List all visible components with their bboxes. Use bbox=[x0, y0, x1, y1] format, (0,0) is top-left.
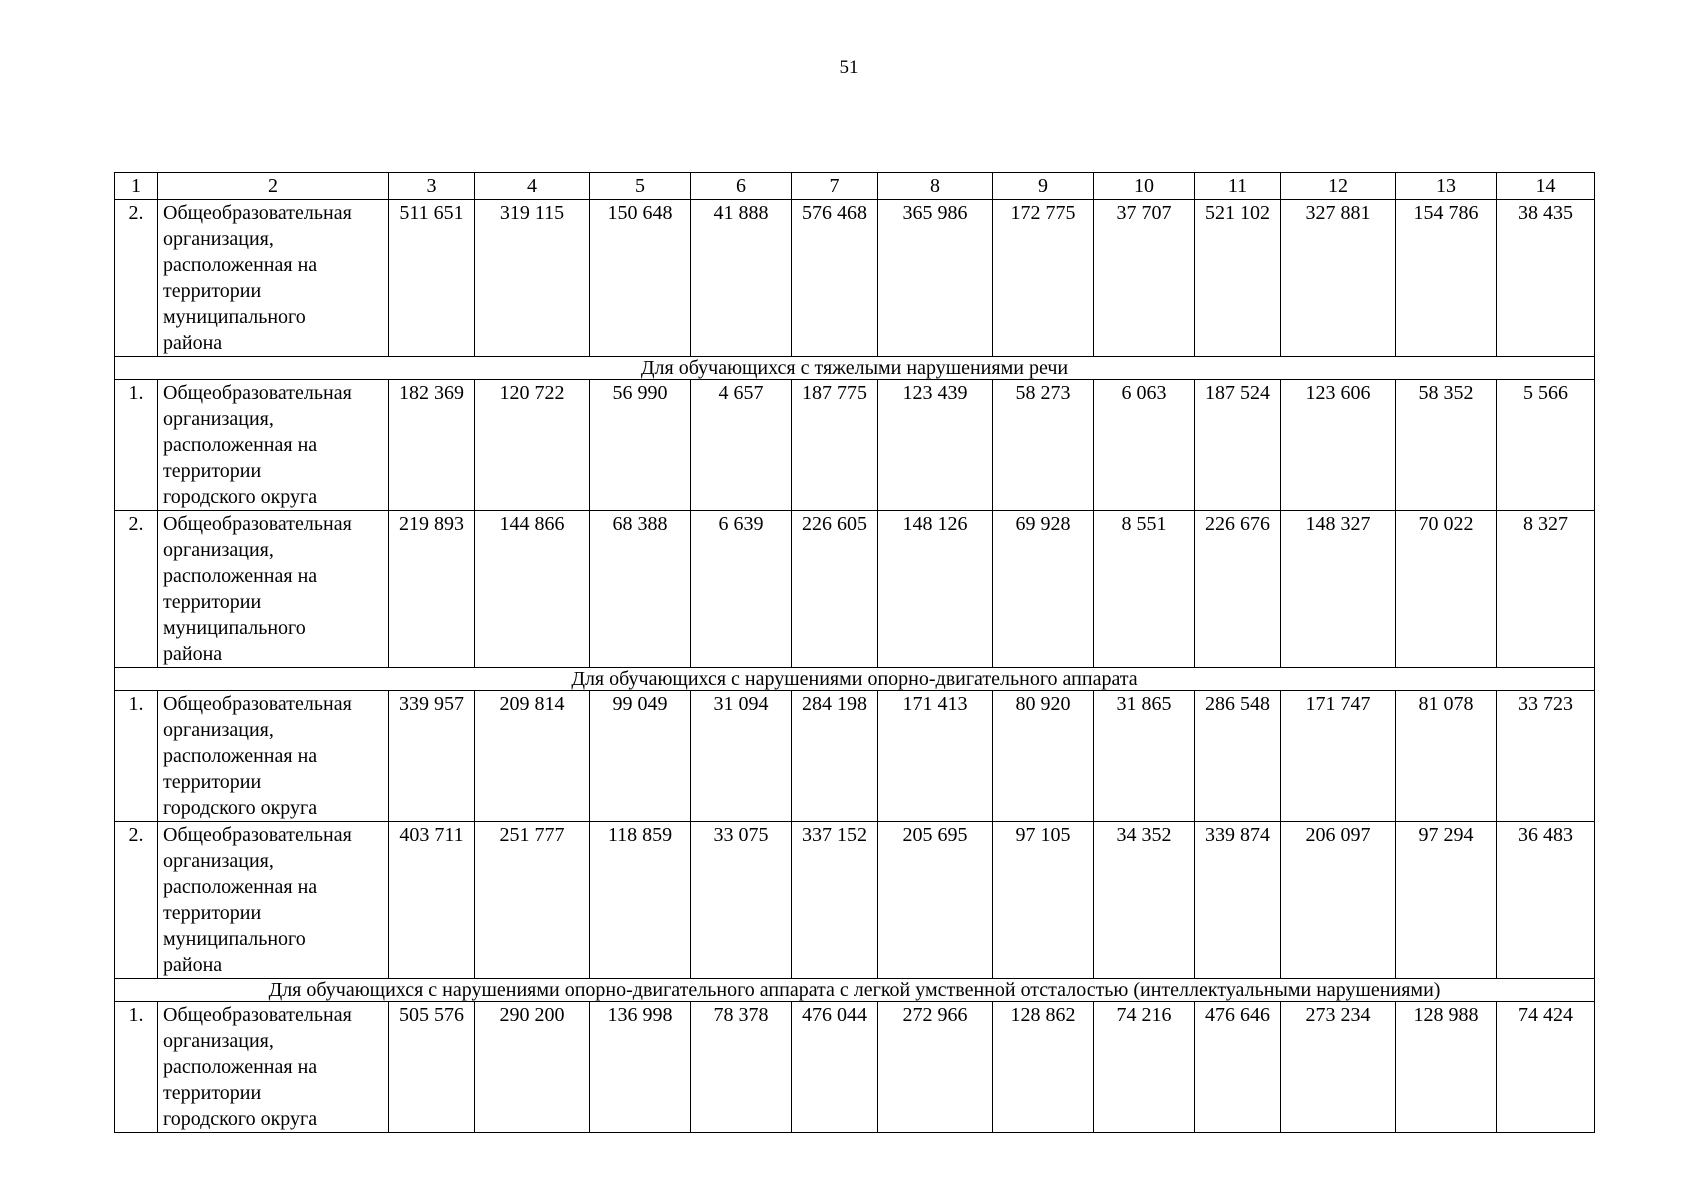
value-col-12: 171 747 bbox=[1281, 691, 1396, 822]
organization-name-line: района bbox=[163, 643, 223, 665]
value-col-12: 148 327 bbox=[1281, 511, 1396, 668]
value-col-3: 339 957 bbox=[389, 691, 475, 822]
table-row bbox=[115, 200, 1595, 357]
value-col-9: 80 920 bbox=[993, 691, 1094, 822]
value-col-9: 128 862 bbox=[993, 1002, 1094, 1133]
value-col-10: 74 216 bbox=[1094, 1002, 1195, 1133]
value-col-13: 58 352 bbox=[1396, 380, 1497, 511]
value-col-10: 6 063 bbox=[1094, 380, 1195, 511]
value-col-9: 97 105 bbox=[993, 822, 1094, 979]
value-col-12: 327 881 bbox=[1281, 200, 1396, 357]
organization-name-line: района bbox=[163, 332, 223, 354]
value-col-10: 34 352 bbox=[1094, 822, 1195, 979]
organization-name-line: Общеобразовательная bbox=[163, 513, 352, 535]
organization-name-line: городского округа bbox=[163, 1108, 318, 1130]
column-number-3: 3 bbox=[389, 173, 475, 200]
value-col-4: 144 866 bbox=[475, 511, 590, 668]
row-number: 1. bbox=[115, 380, 158, 511]
value-col-3: 403 711 bbox=[389, 822, 475, 979]
value-col-5: 99 049 bbox=[590, 691, 691, 822]
section-row bbox=[115, 979, 1595, 1002]
organization-name-line: территории bbox=[163, 771, 262, 793]
section-row bbox=[115, 668, 1595, 691]
organization-name-line: расположенная на bbox=[163, 434, 318, 456]
funding-table bbox=[114, 172, 1595, 1133]
value-col-14: 8 327 bbox=[1497, 511, 1595, 668]
organization-name-line: организация, bbox=[163, 850, 274, 872]
value-col-3: 511 651 bbox=[389, 200, 475, 357]
value-col-7: 337 152 bbox=[792, 822, 878, 979]
value-col-11: 521 102 bbox=[1195, 200, 1281, 357]
column-number-1: 1 bbox=[115, 173, 158, 200]
value-col-5: 150 648 bbox=[590, 200, 691, 357]
value-col-7: 284 198 bbox=[792, 691, 878, 822]
organization-name-line: организация, bbox=[163, 228, 274, 250]
organization-name-line: территории bbox=[163, 280, 262, 302]
value-col-4: 319 115 bbox=[475, 200, 590, 357]
value-col-14: 36 483 bbox=[1497, 822, 1595, 979]
organization-name-line: территории bbox=[163, 1082, 262, 1104]
column-number-11: 11 bbox=[1195, 173, 1281, 200]
organization-name-line: организация, bbox=[163, 408, 274, 430]
value-col-5: 136 998 bbox=[590, 1002, 691, 1133]
value-col-10: 8 551 bbox=[1094, 511, 1195, 668]
organization-name-line: территории bbox=[163, 591, 262, 613]
value-col-3: 505 576 bbox=[389, 1002, 475, 1133]
value-col-14: 74 424 bbox=[1497, 1002, 1595, 1133]
value-col-7: 226 605 bbox=[792, 511, 878, 668]
row-number: 1. bbox=[115, 1002, 158, 1133]
value-col-9: 58 273 bbox=[993, 380, 1094, 511]
value-col-6: 41 888 bbox=[691, 200, 792, 357]
value-col-10: 37 707 bbox=[1094, 200, 1195, 357]
row-number: 2. bbox=[115, 511, 158, 668]
organization-name-line: муниципального bbox=[163, 306, 306, 328]
value-col-3: 219 893 bbox=[389, 511, 475, 668]
organization-name bbox=[158, 691, 389, 822]
organization-name-line: территории bbox=[163, 460, 262, 482]
value-col-13: 97 294 bbox=[1396, 822, 1497, 979]
organization-name bbox=[158, 380, 389, 511]
organization-name-line: городского округа bbox=[163, 486, 318, 508]
value-col-14: 5 566 bbox=[1497, 380, 1595, 511]
value-col-8: 148 126 bbox=[878, 511, 993, 668]
organization-name-line: района bbox=[163, 954, 223, 976]
value-col-8: 365 986 bbox=[878, 200, 993, 357]
table-row bbox=[115, 691, 1595, 822]
column-number-9: 9 bbox=[993, 173, 1094, 200]
value-col-11: 476 646 bbox=[1195, 1002, 1281, 1133]
value-col-9: 69 928 bbox=[993, 511, 1094, 668]
value-col-11: 187 524 bbox=[1195, 380, 1281, 511]
value-col-4: 209 814 bbox=[475, 691, 590, 822]
table-row bbox=[115, 822, 1595, 979]
value-col-12: 206 097 bbox=[1281, 822, 1396, 979]
organization-name-line: Общеобразовательная bbox=[163, 693, 352, 715]
organization-name bbox=[158, 1002, 389, 1133]
value-col-4: 290 200 bbox=[475, 1002, 590, 1133]
value-col-5: 56 990 bbox=[590, 380, 691, 511]
value-col-11: 286 548 bbox=[1195, 691, 1281, 822]
table-row bbox=[115, 511, 1595, 668]
organization-name-line: Общеобразовательная bbox=[163, 1004, 352, 1026]
organization-name-line: расположенная на bbox=[163, 745, 318, 767]
row-number: 2. bbox=[115, 822, 158, 979]
value-col-14: 38 435 bbox=[1497, 200, 1595, 357]
organization-name-line: муниципального bbox=[163, 617, 306, 639]
value-col-4: 251 777 bbox=[475, 822, 590, 979]
organization-name bbox=[158, 822, 389, 979]
organization-name-line: Общеобразовательная bbox=[163, 382, 352, 404]
value-col-8: 205 695 bbox=[878, 822, 993, 979]
organization-name-line: организация, bbox=[163, 1030, 274, 1052]
organization-name-line: муниципального bbox=[163, 928, 306, 950]
row-number: 2. bbox=[115, 200, 158, 357]
value-col-12: 123 606 bbox=[1281, 380, 1396, 511]
value-col-7: 476 044 bbox=[792, 1002, 878, 1133]
organization-name-line: территории bbox=[163, 902, 262, 924]
value-col-8: 171 413 bbox=[878, 691, 993, 822]
value-col-6: 31 094 bbox=[691, 691, 792, 822]
organization-name bbox=[158, 200, 389, 357]
organization-name-line: расположенная на bbox=[163, 1056, 318, 1078]
value-col-13: 70 022 bbox=[1396, 511, 1497, 668]
value-col-7: 187 775 bbox=[792, 380, 878, 511]
column-number-4: 4 bbox=[475, 173, 590, 200]
organization-name-line: городского округа bbox=[163, 797, 318, 819]
column-number-12: 12 bbox=[1281, 173, 1396, 200]
organization-name bbox=[158, 511, 389, 668]
value-col-11: 226 676 bbox=[1195, 511, 1281, 668]
value-col-5: 68 388 bbox=[590, 511, 691, 668]
organization-name-line: организация, bbox=[163, 719, 274, 741]
value-col-7: 576 468 bbox=[792, 200, 878, 357]
section-title: Для обучающихся с нарушениями опорно-двигательного аппарата с легкой умственной отсталостью (интеллектуальными нарушениями) bbox=[115, 979, 1595, 1002]
column-number-10: 10 bbox=[1094, 173, 1195, 200]
organization-name-line: Общеобразовательная bbox=[163, 824, 352, 846]
column-number-14: 14 bbox=[1497, 173, 1595, 200]
value-col-12: 273 234 bbox=[1281, 1002, 1396, 1133]
value-col-10: 31 865 bbox=[1094, 691, 1195, 822]
value-col-6: 78 378 bbox=[691, 1002, 792, 1133]
value-col-9: 172 775 bbox=[993, 200, 1094, 357]
value-col-11: 339 874 bbox=[1195, 822, 1281, 979]
column-number-8: 8 bbox=[878, 173, 993, 200]
section-title: Для обучающихся с нарушениями опорно-двигательного аппарата bbox=[115, 668, 1595, 691]
organization-name-line: расположенная на bbox=[163, 565, 318, 587]
organization-name-line: расположенная на bbox=[163, 254, 318, 276]
column-number-7: 7 bbox=[792, 173, 878, 200]
value-col-6: 4 657 bbox=[691, 380, 792, 511]
column-number-2: 2 bbox=[158, 173, 389, 200]
section-title: Для обучающихся с тяжелыми нарушениями речи bbox=[115, 357, 1595, 380]
header-row bbox=[115, 173, 1595, 200]
column-number-13: 13 bbox=[1396, 173, 1497, 200]
organization-name-line: расположенная на bbox=[163, 876, 318, 898]
value-col-6: 33 075 bbox=[691, 822, 792, 979]
column-number-6: 6 bbox=[691, 173, 792, 200]
value-col-13: 81 078 bbox=[1396, 691, 1497, 822]
organization-name-line: Общеобразовательная bbox=[163, 202, 352, 224]
value-col-14: 33 723 bbox=[1497, 691, 1595, 822]
value-col-5: 118 859 bbox=[590, 822, 691, 979]
value-col-4: 120 722 bbox=[475, 380, 590, 511]
section-row bbox=[115, 357, 1595, 380]
value-col-13: 154 786 bbox=[1396, 200, 1497, 357]
column-number-5: 5 bbox=[590, 173, 691, 200]
table-row bbox=[115, 1002, 1595, 1133]
row-number: 1. bbox=[115, 691, 158, 822]
value-col-13: 128 988 bbox=[1396, 1002, 1497, 1133]
page-number: 51 bbox=[839, 57, 859, 78]
value-col-8: 272 966 bbox=[878, 1002, 993, 1133]
value-col-8: 123 439 bbox=[878, 380, 993, 511]
value-col-3: 182 369 bbox=[389, 380, 475, 511]
value-col-6: 6 639 bbox=[691, 511, 792, 668]
organization-name-line: организация, bbox=[163, 539, 274, 561]
table-row bbox=[115, 380, 1595, 511]
